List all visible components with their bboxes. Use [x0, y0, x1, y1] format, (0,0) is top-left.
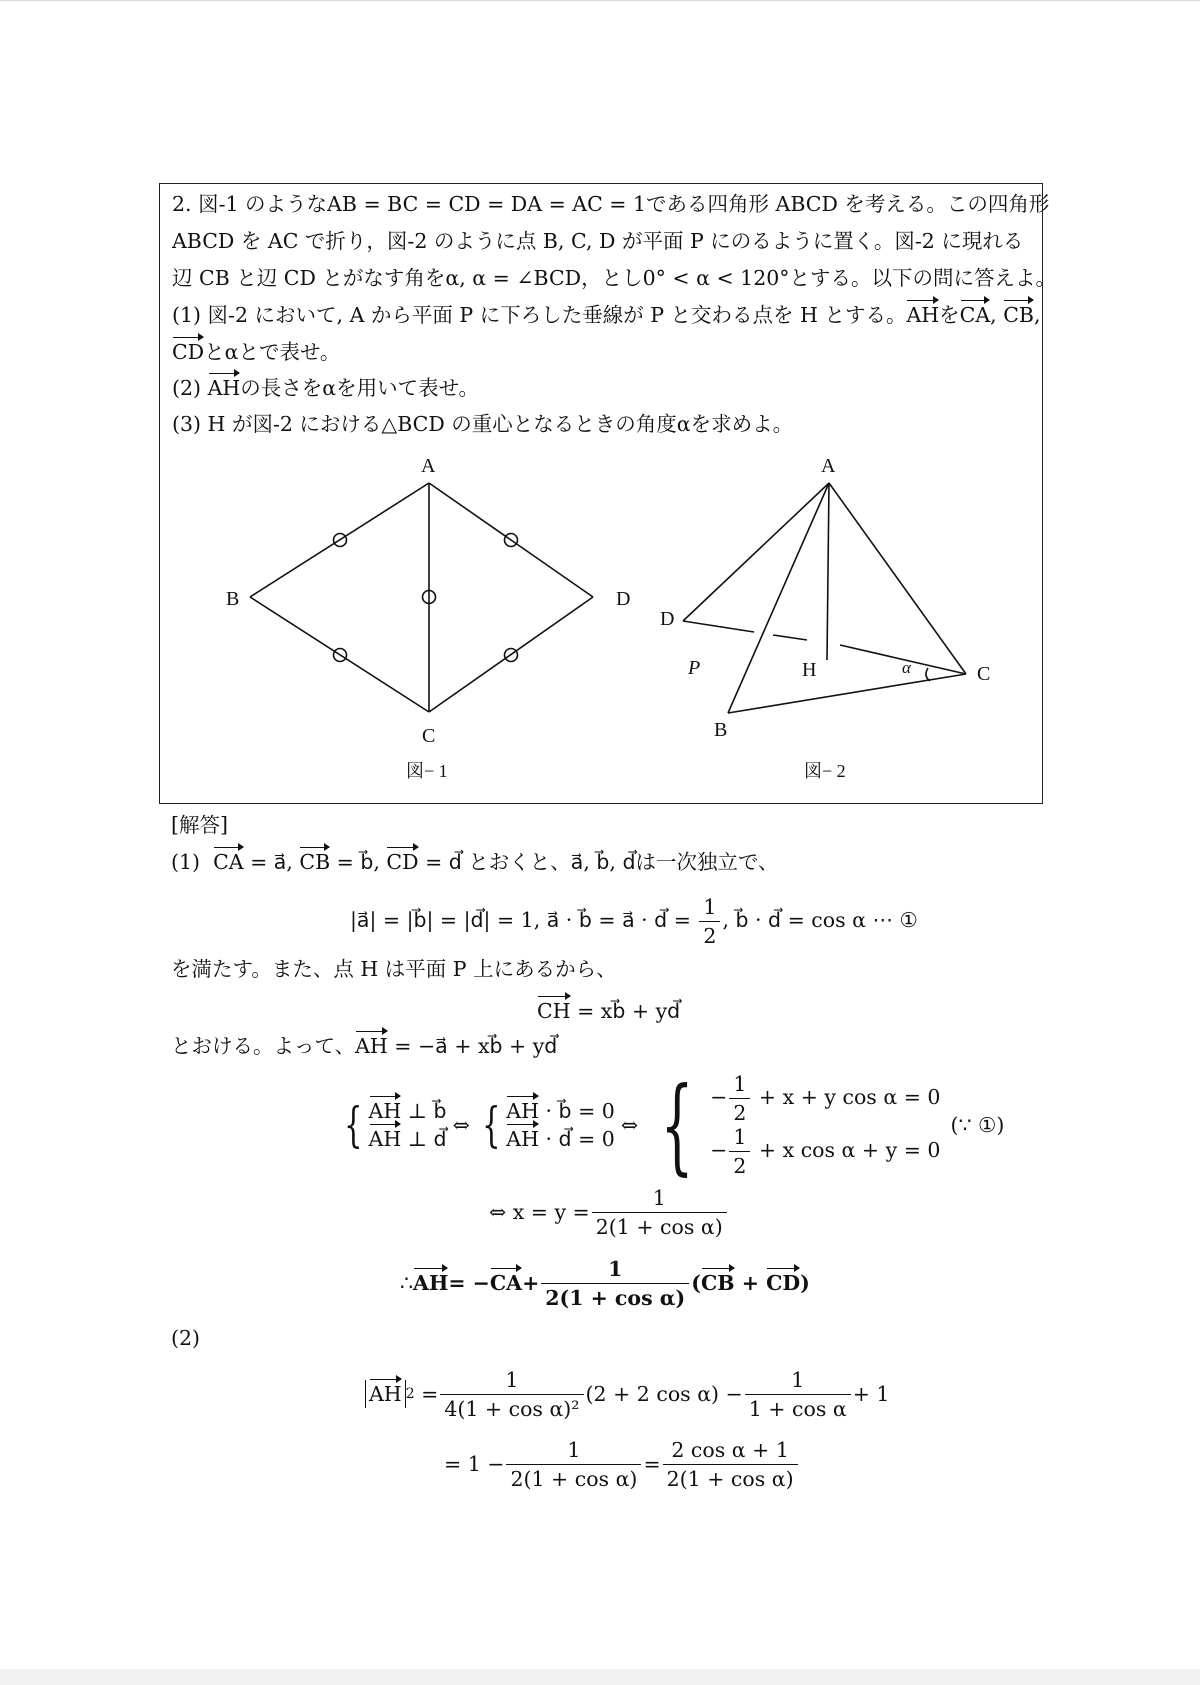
- frac-num: 1: [733, 1125, 747, 1149]
- vector-ah: AH: [906, 303, 940, 327]
- vector-ca: CA: [959, 303, 991, 327]
- fig2-label-d: D: [660, 608, 675, 630]
- fig1-edge-bc: [250, 597, 429, 712]
- frac-num: 2 cos α + 1: [671, 1437, 789, 1462]
- eq7-left: = 1 −: [444, 1452, 505, 1476]
- sys-b2: · d⃗ = 0: [538, 1127, 615, 1151]
- q1-text-d: ,: [1033, 303, 1041, 327]
- fig1-label-c: C: [422, 725, 436, 747]
- equation-1: [350, 895, 918, 948]
- fig1-label-b: B: [226, 588, 240, 610]
- vector-cd: CD: [766, 1271, 801, 1295]
- vector-cd: CD: [386, 850, 419, 874]
- vector-ah: AH: [207, 376, 241, 400]
- fig1-edge-ad: [429, 483, 593, 597]
- equation-4: [489, 1184, 729, 1240]
- vector-cb: CB: [1003, 303, 1034, 327]
- system-3: − $\frac{1}{2}$ + x + y cos α = 0 − $\frac{1}{2}$ + x cos α + y = 0: [710, 1072, 941, 1178]
- eq3-rest: = −a⃗ + xb⃗ + yd⃗: [387, 1034, 558, 1058]
- solution-header: [解答]: [171, 813, 228, 837]
- system-2: [506, 1097, 615, 1153]
- vector-ah: AH: [368, 1127, 402, 1151]
- figure-2: [683, 483, 966, 713]
- q2-text-b: の長さをαを用いて表せ。: [240, 376, 479, 400]
- fraction-one-half: [699, 895, 720, 948]
- fraction-e7a: [506, 1438, 641, 1491]
- eq5-left: ∴: [400, 1271, 414, 1295]
- frac-num: 1: [652, 1185, 666, 1210]
- system-1: [369, 1097, 447, 1153]
- problem-line-1: 2. 図-1 のようなAB = BC = CD = DA = AC = 1である四角形 ABCD を考える。この四角形: [172, 192, 1050, 216]
- fig2-label-b: B: [714, 719, 728, 741]
- frac-num: 1: [703, 895, 717, 919]
- vector-cb: CB: [700, 1271, 735, 1295]
- equation-7: [444, 1434, 800, 1494]
- vector-ah: AH: [369, 1382, 402, 1406]
- solution-1-line-3: [171, 1032, 557, 1060]
- frac-den: 2(1 + cos α): [506, 1464, 641, 1491]
- abs-ah: [365, 1380, 406, 1408]
- equation-2: [537, 997, 680, 1025]
- q2-text-a: (2): [172, 376, 208, 400]
- frac-den: 2(1 + cos α): [663, 1464, 798, 1491]
- eq6-mid: (2 + 2 cos α) −: [585, 1382, 743, 1406]
- frac-den: 2: [729, 1151, 750, 1178]
- frac-num: 1: [505, 1367, 519, 1392]
- solution-1-label: (1): [171, 850, 201, 874]
- frac-den: 1 + cos α: [745, 1394, 851, 1421]
- vector-ch: CH: [537, 999, 571, 1023]
- fig1-label-d: D: [616, 588, 631, 610]
- fig2-angle-arc: [926, 668, 930, 681]
- eq4-left: ⇔ x = y =: [489, 1200, 590, 1224]
- q1-text-e: とαとで表せ。: [204, 340, 341, 364]
- frac-den: 2(1 + cos α): [541, 1283, 689, 1310]
- fig2-edge-ah: [827, 483, 829, 660]
- eq5-mid: = −: [448, 1271, 490, 1295]
- solution-1-rest: とおくと、a⃗, b⃗, d⃗は一次独立で、: [461, 850, 779, 874]
- fraction-xy: [592, 1186, 727, 1239]
- fig2-edge-dc-1: [683, 621, 754, 632]
- sys-c2: + x cos α + y = 0: [752, 1138, 941, 1162]
- fig2-edge-ac: [829, 483, 966, 674]
- frac-num: 1: [567, 1437, 581, 1462]
- frac-den: 2: [729, 1098, 750, 1125]
- system-brace-3: {: [660, 1064, 694, 1186]
- question-3: (3) H が図-2 における△BCD の重心となるときの角度αを求めよ。: [172, 412, 794, 436]
- fig2-edge-dc-2: [773, 635, 807, 640]
- sys-b1: · b⃗ = 0: [538, 1099, 615, 1123]
- eq2-rest: = xb⃗ + yd⃗: [577, 999, 681, 1023]
- fig1-edge-ab: [250, 483, 429, 597]
- q1-text-a: (1) 図-2 において, A から平面 P に下ろした垂線が P と交わる点を H とする。: [172, 303, 907, 327]
- equation-6: AH 2 = $\frac{1}{\text{4(1 + cos α)²}}$ (2 + 2 cos α) − $\frac{1}{\text{1 + cos α}}$ + 1: [365, 1364, 889, 1424]
- solution-1-line-3-text: とおける。よって、: [171, 1034, 356, 1058]
- eq1-tail: , b⃗ · d⃗ = cos α ⋯ ①: [722, 908, 918, 932]
- eq5-plus: +: [522, 1271, 540, 1295]
- solution-1-line-2: を満たす。また、点 H は平面 P 上にあるから、: [171, 957, 617, 981]
- fig1-caption: 図− 1: [406, 761, 448, 781]
- frac-den: 2: [699, 921, 720, 948]
- vector-ca: CA: [489, 1271, 523, 1295]
- frac-num: 1: [608, 1256, 623, 1281]
- vector-cb: CB: [299, 850, 331, 874]
- vector-ah: AH: [355, 1034, 388, 1058]
- solution-1-line-1: (1) CA = a⃗, CB = b⃗, CD = d⃗ とおくと、a⃗, b⃗, d⃗は一次独立で、: [171, 850, 779, 874]
- iff-1: ⇔: [452, 1113, 470, 1137]
- because-note: (∵ ①): [950, 1113, 1005, 1137]
- fig1-label-a: A: [421, 455, 436, 477]
- fig2-label-p: P: [688, 657, 701, 679]
- fig2-caption: 図− 2: [804, 761, 846, 781]
- fig2-label-alpha: α: [902, 658, 911, 677]
- problem-line-3: 辺 CB と辺 CD とがなす角をα, α = ∠BCD，とし0° < α < 120°とする。以下の問に答えよ。: [172, 266, 1057, 290]
- fraction-e7b: [663, 1438, 798, 1491]
- q1-text-b: を: [939, 303, 960, 327]
- vector-ah: AH: [368, 1099, 402, 1123]
- eq6-tail: + 1: [852, 1382, 890, 1406]
- figures-svg: [160, 184, 1044, 805]
- figure-1: [250, 483, 593, 712]
- fraction-e6b: [745, 1368, 851, 1421]
- eq1-left: |a⃗| = |b⃗| = |d⃗| = 1, a⃗ · b⃗ = a⃗ · d⃗ =: [350, 908, 698, 932]
- fig2-label-h: H: [802, 659, 817, 681]
- fraction-ah: [541, 1257, 689, 1310]
- vector-ah: AH: [506, 1127, 539, 1151]
- solution-2-label: (2): [171, 1326, 201, 1350]
- iff-2: ⇔: [620, 1113, 638, 1137]
- fig2-label-a: A: [821, 455, 836, 477]
- page-top-edge: [0, 0, 1200, 1]
- fig2-edge-ad: [683, 483, 829, 621]
- frac-num: 1: [733, 1072, 747, 1096]
- vector-ah: AH: [413, 1271, 449, 1295]
- fraction-e6a: [440, 1368, 583, 1421]
- equation-5: ∴ AH = − CA + $\frac{1}{\text{2(1 + cos α)}}$ (CB + CD): [400, 1256, 810, 1310]
- vector-ah: AH: [506, 1099, 539, 1123]
- vector-ca: CA: [213, 850, 244, 874]
- system-brace-1: {: [344, 1097, 363, 1153]
- q1-text-c: ,: [990, 303, 1004, 327]
- vector-cd: CD: [172, 340, 205, 364]
- system-brace-2: {: [481, 1097, 501, 1153]
- frac-den: 4(1 + cos α)²: [440, 1394, 583, 1421]
- page-bottom-band: [0, 1669, 1200, 1685]
- sys-c1: + x + y cos α = 0: [752, 1085, 941, 1109]
- problem-box: [159, 183, 1057, 804]
- sys-a1: ⊥ b⃗: [401, 1099, 447, 1123]
- eq7-eq: =: [643, 1452, 661, 1476]
- fig2-label-c: C: [977, 663, 991, 685]
- problem-line-2: ABCD を AC で折り，図-2 のように点 B, C, D が平面 P にのるように置く。図-2 に現れる: [172, 229, 1024, 253]
- fig2-edge-bc: [728, 674, 966, 713]
- fig1-edge-dc: [429, 597, 593, 712]
- sys-a2: ⊥ d⃗: [401, 1127, 447, 1151]
- frac-den: 2(1 + cos α): [592, 1212, 727, 1239]
- equation-system: [338, 1064, 1005, 1186]
- frac-num: 1: [791, 1367, 805, 1392]
